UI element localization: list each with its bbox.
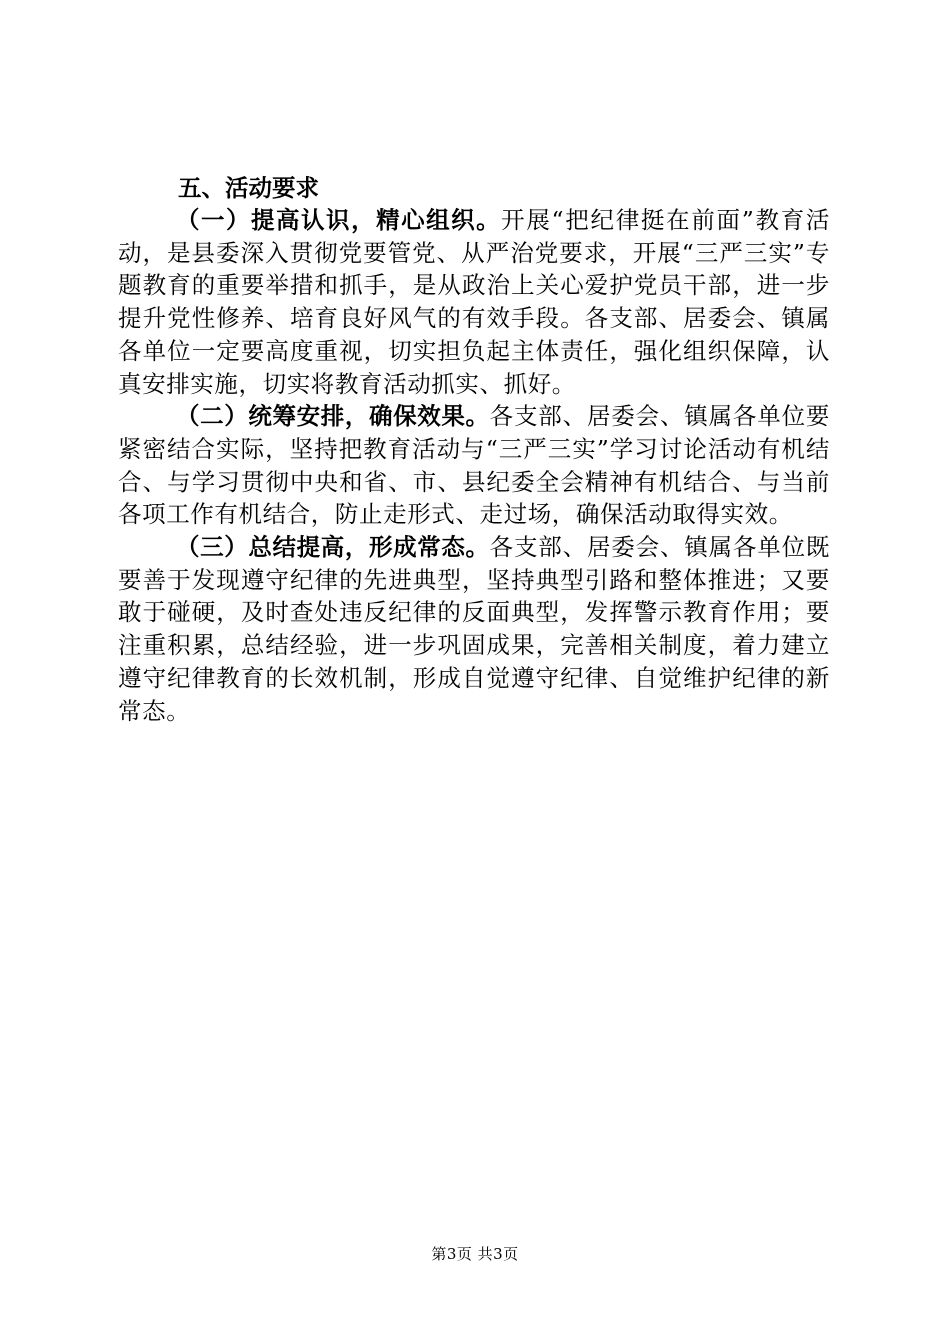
paragraph-3-lead: （三）总结提高，形成常态。 xyxy=(176,533,490,562)
paragraph-2 xyxy=(118,400,830,531)
paragraph-1-lead: （一）提高认识，精心组织。 xyxy=(176,206,502,234)
page-number-footer: 第3页 共3页 xyxy=(431,1245,519,1263)
section-heading: 五、活动要求 xyxy=(178,174,319,202)
paragraph-3 xyxy=(118,531,830,727)
paragraph-1-body: 开展“把纪律挺在前面”教育活动，是县委深入贯彻党要管党、从严治党要求，开展“三严三实”专题教育的重要举措和抓手，是从政治上关心爱护党员干部，进一步提升党性修养、培育良好风气的有效手段。各支部、居委会、镇属各单位一定要高度重视，切实担负起主体责任，强化组织保障，认真安排实施，切实将教育活动抓实、抓好。 xyxy=(118,206,830,398)
paragraph-2-lead: （二）统筹安排，确保效果。 xyxy=(176,402,490,431)
paragraph-1 xyxy=(118,204,830,400)
document-body xyxy=(118,172,830,727)
paragraph-3-body: 各支部、居委会、镇属各单位既要善于发现遵守纪律的先进典型，坚持典型引路和整体推进；又要敢于碰硬，及时查处违反纪律的反面典型，发挥警示教育作用；要注重积累，总结经验，进一步巩固成果，完善相关制度，着力建立遵守纪律教育的长效机制，形成自觉遵守纪律、自觉维护纪律的新常态。 xyxy=(118,533,831,725)
paragraph-2-body: 各支部、居委会、镇属各单位要紧密结合实际，坚持把教育活动与“三严三实”学习讨论活动有机结合、与学习贯彻中央和省、市、县纪委全会精神有机结合、与当前各项工作有机结合，防止走形式、走过场，确保活动取得实效。 xyxy=(118,402,831,529)
